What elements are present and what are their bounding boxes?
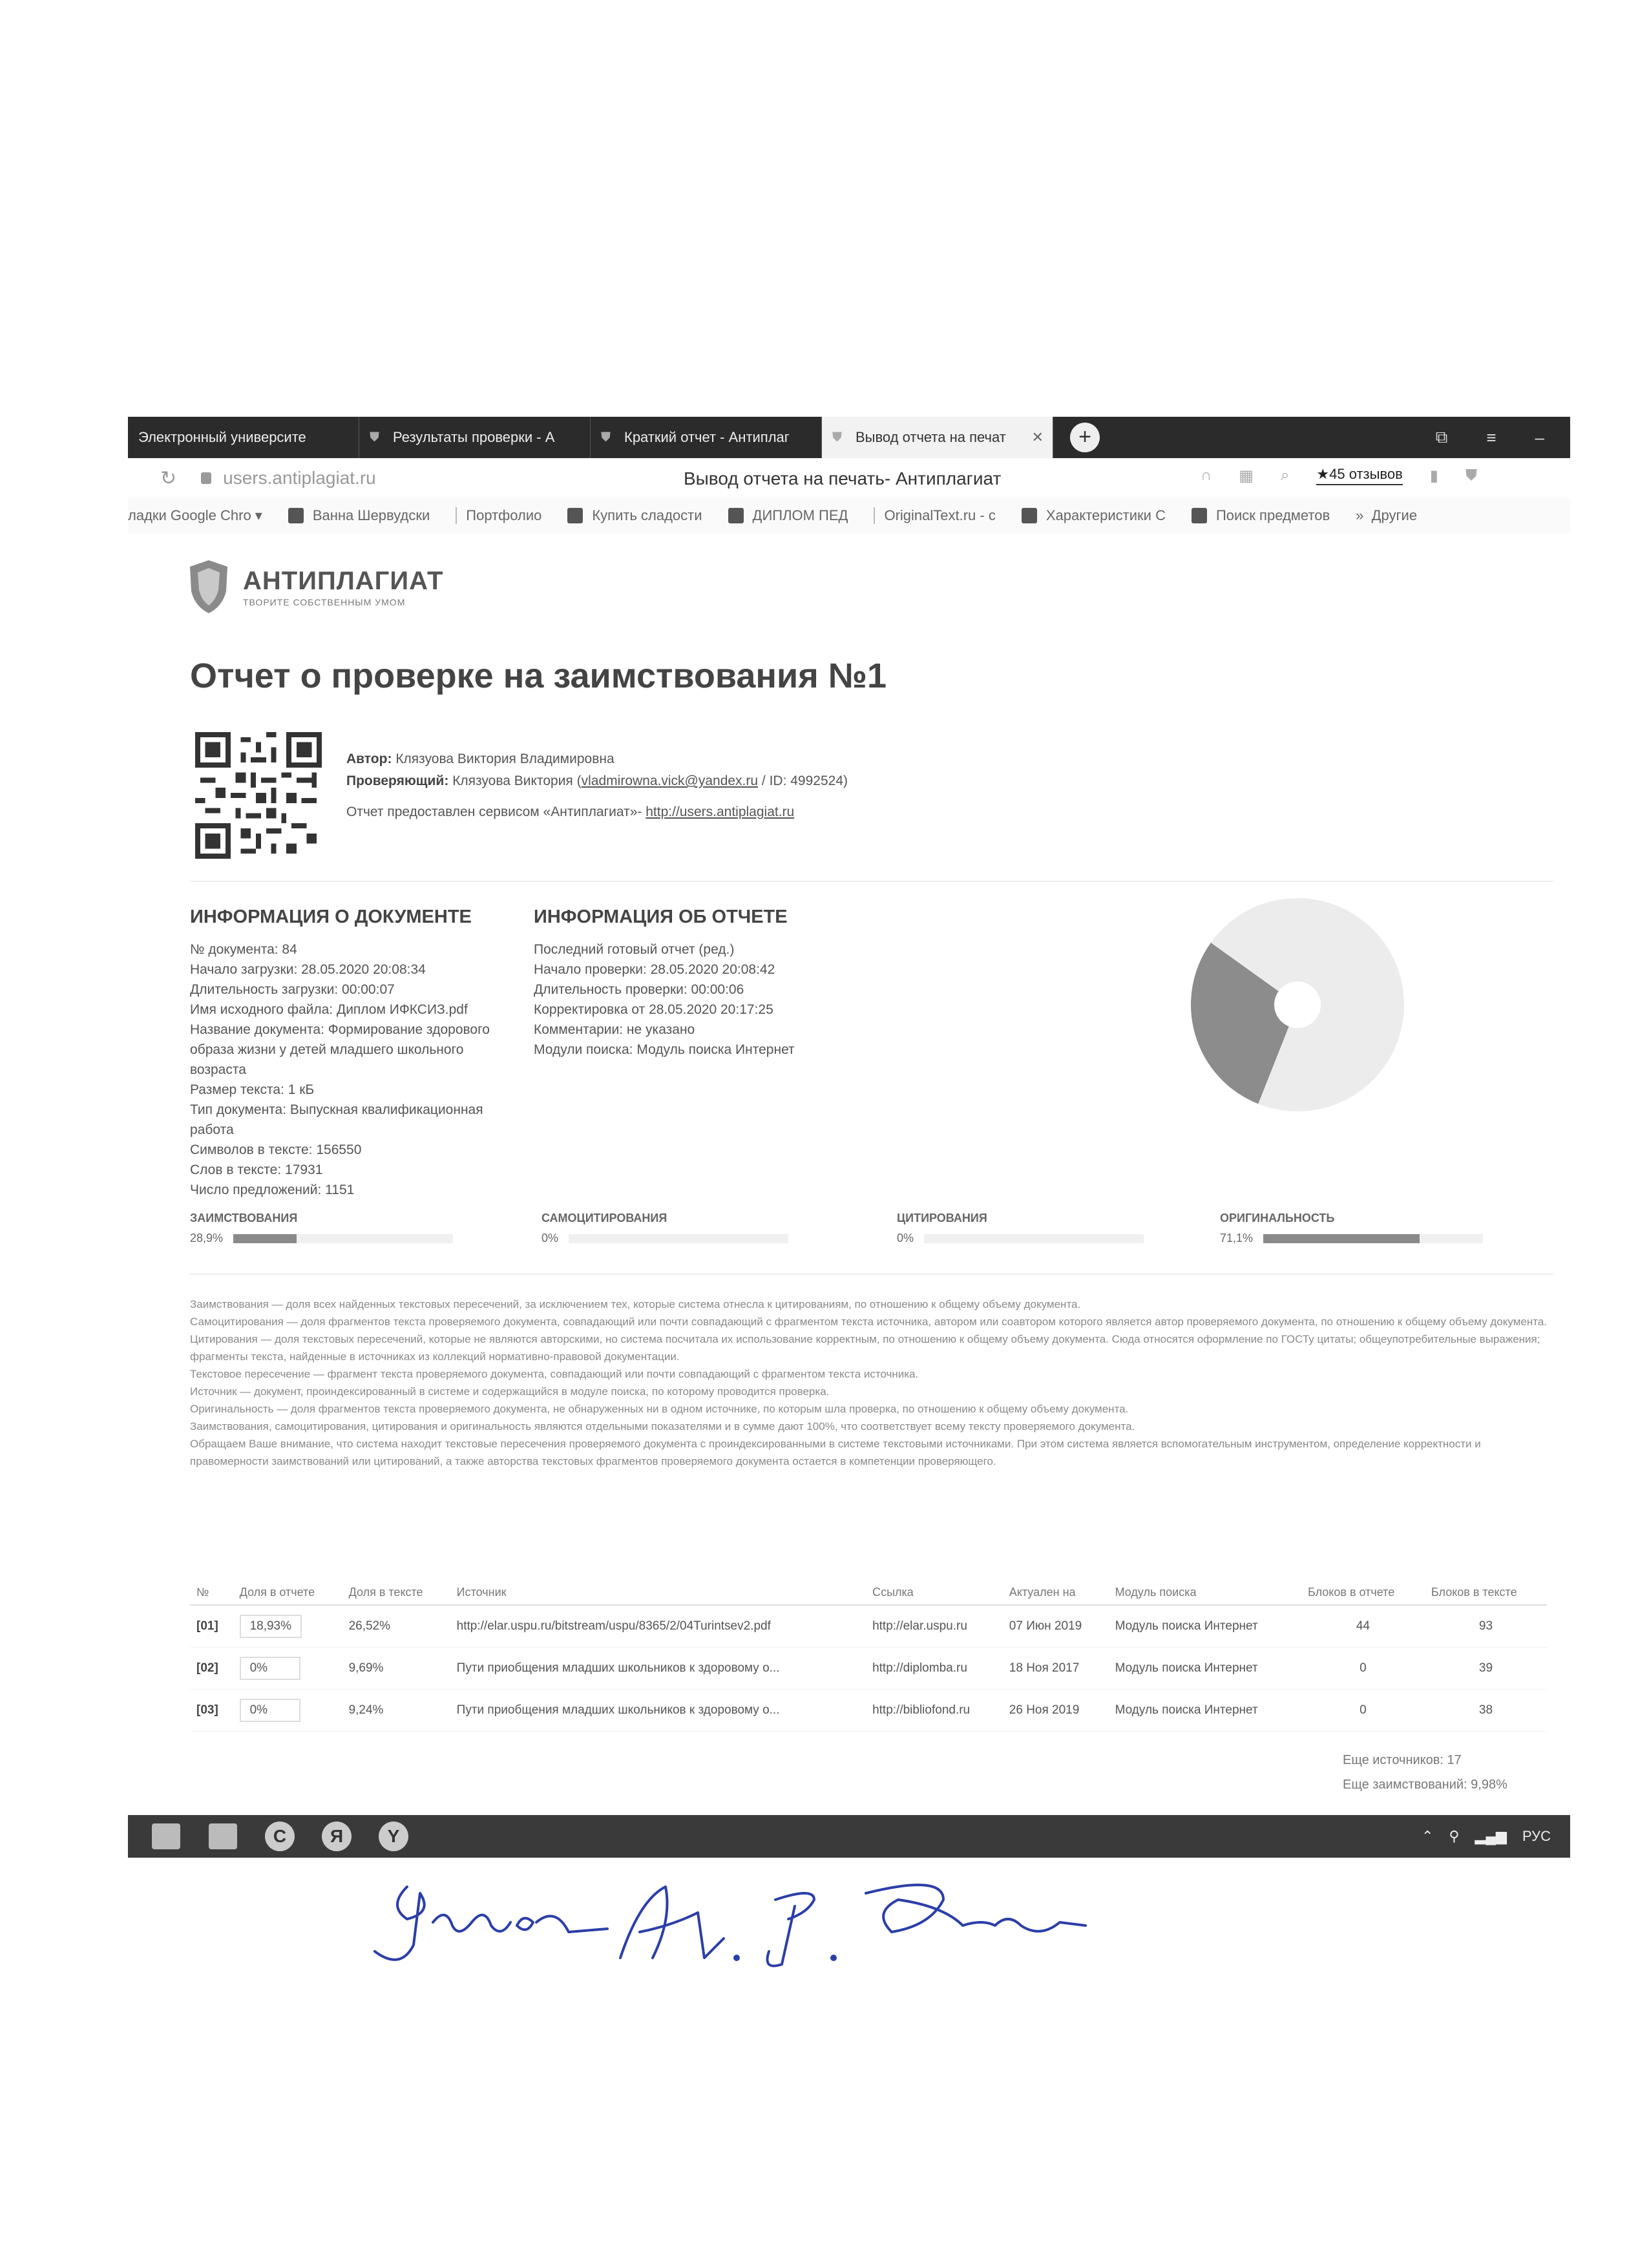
report-info-line: Начало проверки: 28.05.2020 20:08:42: [534, 962, 775, 977]
note-line: Обращаем Ваше внимание, что система находит текстовые пересечения проверяемого документа с проиндексированными в системе текстовыми источниками. При этом система является вспомогательным инструментом, определение корректности и правомерности заимствований или цитирований, а также авторства текстовых фрагментов проверяемого документа остается в компетенции проверяющего.: [190, 1438, 1481, 1467]
tab-electronic-university[interactable]: [128, 417, 359, 458]
report-page: [128, 533, 1570, 1792]
share-text-cell: 9,24%: [342, 1690, 450, 1732]
metrics-row: [128, 1212, 1570, 1257]
bookmark-label: Купить сладости: [592, 507, 702, 523]
address-icons: [1201, 466, 1477, 485]
row-number: [03]: [190, 1690, 233, 1732]
metric-0: [190, 1212, 453, 1245]
reload-icon[interactable]: ↻: [160, 467, 177, 489]
metric-bar: [569, 1234, 788, 1243]
report-info-line: Модули поиска: Модуль поиска Интернет: [534, 1042, 795, 1057]
document-info: [190, 907, 513, 1200]
bookmark-item[interactable]: [288, 507, 430, 524]
blocks-text: 93: [1425, 1605, 1547, 1648]
bookmark-label: Портфолио: [466, 507, 542, 523]
qr-code: [195, 732, 322, 859]
row-number: [01]: [190, 1605, 233, 1648]
column-header: №: [190, 1580, 233, 1605]
bookmark-icon: [288, 508, 304, 523]
checker-label: Проверяющий:: [346, 773, 449, 788]
document-info-line: Начало загрузки: 28.05.2020 20:08:34: [190, 962, 426, 977]
metric-value-row: [541, 1232, 788, 1245]
bookmark-icon[interactable]: ▮: [1429, 467, 1439, 485]
word-icon[interactable]: [204, 1820, 242, 1853]
protect-icon[interactable]: ⛊: [1465, 467, 1478, 484]
source-url[interactable]: http://bibliofond.ru: [866, 1690, 1003, 1732]
document-info-line: Размер текста: 1 кБ: [190, 1082, 315, 1097]
author-name: Клязуова Виктория Владимировна: [395, 751, 614, 766]
blocks-report: 44: [1301, 1605, 1425, 1648]
copy-window-icon[interactable]: ⧉: [1435, 427, 1448, 446]
bookmark-label: Поиск предметов: [1215, 507, 1330, 523]
bookmark-icon: [728, 508, 744, 523]
bookmark-icon: [1022, 508, 1037, 523]
author-line: [346, 748, 848, 770]
tab-check-results[interactable]: [359, 417, 591, 458]
report-info-line: Корректировка от 28.05.2020 20:17:25: [534, 1002, 773, 1017]
provided-by: Отчет предоставлен сервисом «Антиплагиат»-: [346, 804, 642, 819]
tab-short-report[interactable]: [591, 417, 822, 458]
taskbar: [128, 1815, 1570, 1858]
provided-link[interactable]: http://users.antiplagiat.ru: [646, 804, 795, 819]
share-report-cell: [233, 1690, 342, 1732]
note-line: Заимствования, самоцитирования, цитирования и оригинальность являются отдельными показателями и в сумме дают 100%, что соответствует всему тексту проверяемого документа.: [190, 1420, 1135, 1433]
blocks-text: 38: [1425, 1690, 1547, 1732]
search-module: Модуль поиска Интернет: [1109, 1648, 1301, 1690]
search-icon[interactable]: ⌕: [1280, 467, 1290, 484]
metric-value: 71,1%: [1220, 1232, 1254, 1244]
column-header: Доля в тексте: [342, 1580, 450, 1605]
table-row[interactable]: [190, 1648, 1547, 1690]
yandex-browser-icon[interactable]: Y: [375, 1820, 412, 1853]
bookmark-item[interactable]: [1192, 507, 1330, 524]
system-tray: [1422, 1828, 1551, 1845]
close-icon[interactable]: ✕: [1031, 429, 1044, 445]
actual-date: 18 Ноя 2017: [1003, 1648, 1109, 1690]
document-info-line: Слов в тексте: 17931: [190, 1162, 323, 1177]
actual-date: 26 Ноя 2019: [1003, 1690, 1109, 1732]
document-info-line: Имя исходного файла: Диплом ИФКСИЗ.pdf: [190, 1002, 468, 1017]
bookmarks-bar: [128, 498, 1570, 533]
share-report-input[interactable]: 0%: [240, 1657, 300, 1680]
search-module: Модуль поиска Интернет: [1109, 1605, 1301, 1648]
table-row[interactable]: [190, 1690, 1547, 1732]
report-title: Отчет о проверке на заимствования №1: [190, 656, 887, 695]
tab-label: Краткий отчет - Антиплаг: [624, 429, 790, 445]
share-text-cell: 26,52%: [342, 1605, 450, 1648]
note-line: Оригинальность — доля фрагментов текста проверяемого документа, не обнаруженных ни в одном источнике, по которым шла проверка, по отношению к общему объему документа.: [190, 1403, 1129, 1415]
shield-icon: ⛊: [832, 430, 842, 445]
logo-shield-icon: [189, 559, 229, 614]
more-borrowings[interactable]: Еще заимствований: 9,98%: [1343, 1778, 1507, 1792]
metric-bar: [233, 1234, 453, 1243]
yandex-icon[interactable]: Я: [318, 1820, 355, 1853]
bookmark-item[interactable]: [1356, 507, 1417, 524]
separator: [874, 507, 875, 524]
document-info-line: Число предложений: 1151: [190, 1182, 355, 1197]
note-line: Самоцитирования — доля фрагментов текста проверяемого документа, совпадающий или почти совпадающий с фрагментом текста источника, автором или соавтором которого является автор проверяемого документа, по отношению к общему объему документа.: [190, 1316, 1547, 1328]
bookmark-item[interactable]: [728, 507, 848, 524]
tab-print-report[interactable]: [822, 417, 1053, 458]
metric-2: [897, 1212, 1144, 1245]
column-header: Блоков в тексте: [1425, 1580, 1547, 1605]
bookmark-item[interactable]: [567, 507, 702, 524]
antiplagiat-logo: [189, 559, 443, 614]
metric-3: [1220, 1212, 1483, 1245]
author-info: [346, 748, 848, 823]
bookmark-item[interactable]: [874, 507, 995, 524]
column-header: Ссылка: [866, 1580, 1003, 1605]
logo-tagline: ТВОРИТЕ СОБСТВЕННЫМ УМОМ: [243, 596, 406, 607]
handwritten-signature: [362, 1861, 1105, 1984]
tab-label: Результаты проверки - А: [393, 429, 555, 445]
metric-label: ЦИТИРОВАНИЯ: [897, 1212, 987, 1224]
metric-label: ЗАИМСТВОВАНИЯ: [190, 1212, 298, 1224]
document-info-line: № документа: 84: [190, 942, 297, 957]
address-bar: [128, 458, 1570, 498]
share-report-cell: [233, 1648, 342, 1690]
metric-bar: [924, 1234, 1144, 1243]
source-link[interactable]: Пути приобщения младших школьников к здоровому о...: [450, 1690, 866, 1732]
document-info-line: Название документа: Формирование здорового образа жизни у детей младшего школьного возраста: [190, 1022, 490, 1077]
column-header: Модуль поиска: [1109, 1580, 1301, 1605]
blocks-report: 0: [1301, 1648, 1425, 1690]
checker-id: / ID: 4992524): [761, 773, 848, 788]
report-info: [534, 907, 934, 1060]
page-title-bar: Вывод отчета на печать- Антиплагиат: [684, 468, 1002, 488]
minimize-icon[interactable]: –: [1535, 427, 1544, 447]
network-icon[interactable]: ⚲: [1449, 1828, 1460, 1844]
document-info-line: Тип документа: Выпускная квалификационная работа: [190, 1102, 483, 1137]
column-header: Блоков в отчете: [1301, 1580, 1425, 1605]
shield-icon: ⛊: [601, 430, 611, 445]
arrow-up-icon[interactable]: ⌃: [1421, 1828, 1434, 1844]
actual-date: 07 Июн 2019: [1003, 1605, 1109, 1648]
report-info-line: Последний готовый отчет (ред.): [534, 942, 735, 957]
report-info-line: Длительность проверки: 00:00:06: [534, 982, 744, 997]
language-indicator[interactable]: РУС: [1522, 1828, 1551, 1844]
bookmark-icon: [567, 508, 583, 523]
folder-icon[interactable]: [147, 1820, 185, 1853]
metric-bar-fill: [233, 1234, 297, 1243]
divider: [190, 1274, 1553, 1275]
share-report-cell: [233, 1605, 342, 1648]
bookmark-item[interactable]: ладки Google Chro ▾: [128, 507, 262, 523]
menu-icon[interactable]: ≡: [1486, 427, 1497, 447]
document-info-line: Символов в тексте: 156550: [190, 1142, 362, 1157]
provided-line: [346, 801, 848, 823]
bookmark-label: OriginalText.ru - с: [884, 507, 996, 523]
chrome-icon[interactable]: C: [261, 1820, 299, 1853]
separator: [456, 507, 457, 524]
column-header: Актуален на: [1003, 1580, 1109, 1605]
bookmark-label: Ванна Шервудски: [312, 507, 430, 523]
metric-value-row: [1220, 1232, 1483, 1245]
bookmark-label: ДИПЛОМ ПЕД: [752, 507, 848, 523]
new-tab-button[interactable]: +: [1070, 423, 1100, 452]
note-line: Текстовое пересечение — фрагмент текста проверяемого документа, совпадающий или почти совпадающий с фрагментом текста источника.: [190, 1368, 919, 1380]
metric-label: САМОЦИТИРОВАНИЯ: [541, 1212, 667, 1224]
bookmark-item[interactable]: [456, 507, 541, 524]
note-line: Заимствования — доля всех найденных текстовых пересечений, за исключением тех, которые система отнесла к цитированиям, по отношению к общему объему документа.: [190, 1298, 1081, 1310]
checker-name: Клязуова Виктория (: [452, 773, 582, 788]
definitions-notes: [190, 1296, 1547, 1470]
logo-name: АНТИПЛАГИАТ: [243, 566, 444, 595]
checker-email-link[interactable]: vladmirowna.vick@yandex.ru: [581, 773, 759, 788]
bookmark-label: ладки Google Chro: [128, 507, 251, 523]
metric-value: 0%: [541, 1232, 559, 1244]
column-header: Источник: [450, 1580, 866, 1605]
source-link[interactable]: Пути приобщения младших школьников к здоровому о...: [450, 1648, 866, 1690]
more-sources[interactable]: Еще источников: 17: [1343, 1753, 1462, 1767]
share-report-input[interactable]: 0%: [240, 1699, 300, 1722]
share-text-cell: 9,69%: [342, 1648, 450, 1690]
report-info-heading: ИНФОРМАЦИЯ ОБ ОТЧЕТЕ: [534, 907, 788, 927]
report-info-line: Комментарии: не указано: [534, 1022, 695, 1037]
url-field[interactable]: users.antiplagiat.ru: [223, 468, 376, 488]
shield-icon: ⛊: [370, 430, 379, 445]
document-info-heading: ИНФОРМАЦИЯ О ДОКУМЕНТЕ: [190, 907, 472, 927]
screenshot: [128, 417, 1570, 1858]
metric-bar: [1263, 1234, 1483, 1243]
signal-icon[interactable]: ▂▄▆: [1475, 1828, 1507, 1844]
reviews-link[interactable]: ★45 отзывов: [1316, 466, 1402, 485]
table-row[interactable]: [190, 1605, 1547, 1648]
lock-icon: [201, 472, 211, 484]
share-report-input[interactable]: 18,93%: [240, 1615, 302, 1638]
author-label: Автор:: [346, 751, 392, 766]
bookmark-label: Другие: [1371, 507, 1418, 523]
bookmark-item[interactable]: [1022, 507, 1166, 524]
metric-value-row: [897, 1232, 1144, 1245]
search-module: Модуль поиска Интернет: [1109, 1690, 1301, 1732]
note-line: Цитирования — доля текстовых пересечений, которые не являются авторскими, но система посчитала их использование корректным, по отношению к общему объему документа. Сюда относятся оформление по ГОСТу цитаты; общеупотребительные выражения; фрагменты текста, найденные в источниках из коллекций нормативно-правовой документации.: [190, 1333, 1540, 1363]
checker-line: [346, 770, 848, 792]
grid-icon[interactable]: ▦: [1239, 467, 1254, 485]
source-url[interactable]: http://diplomba.ru: [866, 1648, 1003, 1690]
window-controls: [1436, 417, 1570, 458]
metric-value: 28,9%: [190, 1232, 224, 1244]
row-number: [02]: [190, 1648, 233, 1690]
metric-bar-fill: [1263, 1234, 1420, 1243]
tab-label: Электронный университе: [138, 429, 306, 445]
metric-1: [541, 1212, 788, 1245]
more-info: [1343, 1748, 1507, 1797]
source-link[interactable]: http://elar.uspu.ru/bitstream/uspu/8365/2/04Turintsev2.pdf: [450, 1605, 866, 1648]
metric-value: 0%: [897, 1232, 914, 1244]
more-bookmarks-icon: »: [1356, 507, 1372, 523]
sources-table: [190, 1580, 1547, 1732]
bookmark-label: Характеристики С: [1045, 507, 1166, 523]
document-info-line: Длительность загрузки: 00:00:07: [190, 982, 395, 997]
originality-pie-chart: [1188, 895, 1407, 1115]
metric-value-row: [190, 1232, 453, 1245]
metric-label: ОРИГИНАЛЬНОСТЬ: [1220, 1212, 1335, 1224]
tab-bar: [128, 417, 1570, 458]
column-header: Доля в отчете: [233, 1580, 342, 1605]
bookmark-icon: [1192, 508, 1207, 523]
headphones-icon[interactable]: ∩: [1201, 467, 1212, 484]
divider: [190, 881, 1553, 882]
note-line: Источник — документ, проиндексированный в системе и содержащийся в модуле поиска, по которому проводится проверка.: [190, 1385, 830, 1398]
blocks-report: 0: [1301, 1690, 1425, 1732]
tab-label: Вывод отчета на печат: [856, 429, 1006, 445]
blocks-text: 39: [1425, 1648, 1547, 1690]
source-url[interactable]: http://elar.uspu.ru: [866, 1605, 1003, 1648]
